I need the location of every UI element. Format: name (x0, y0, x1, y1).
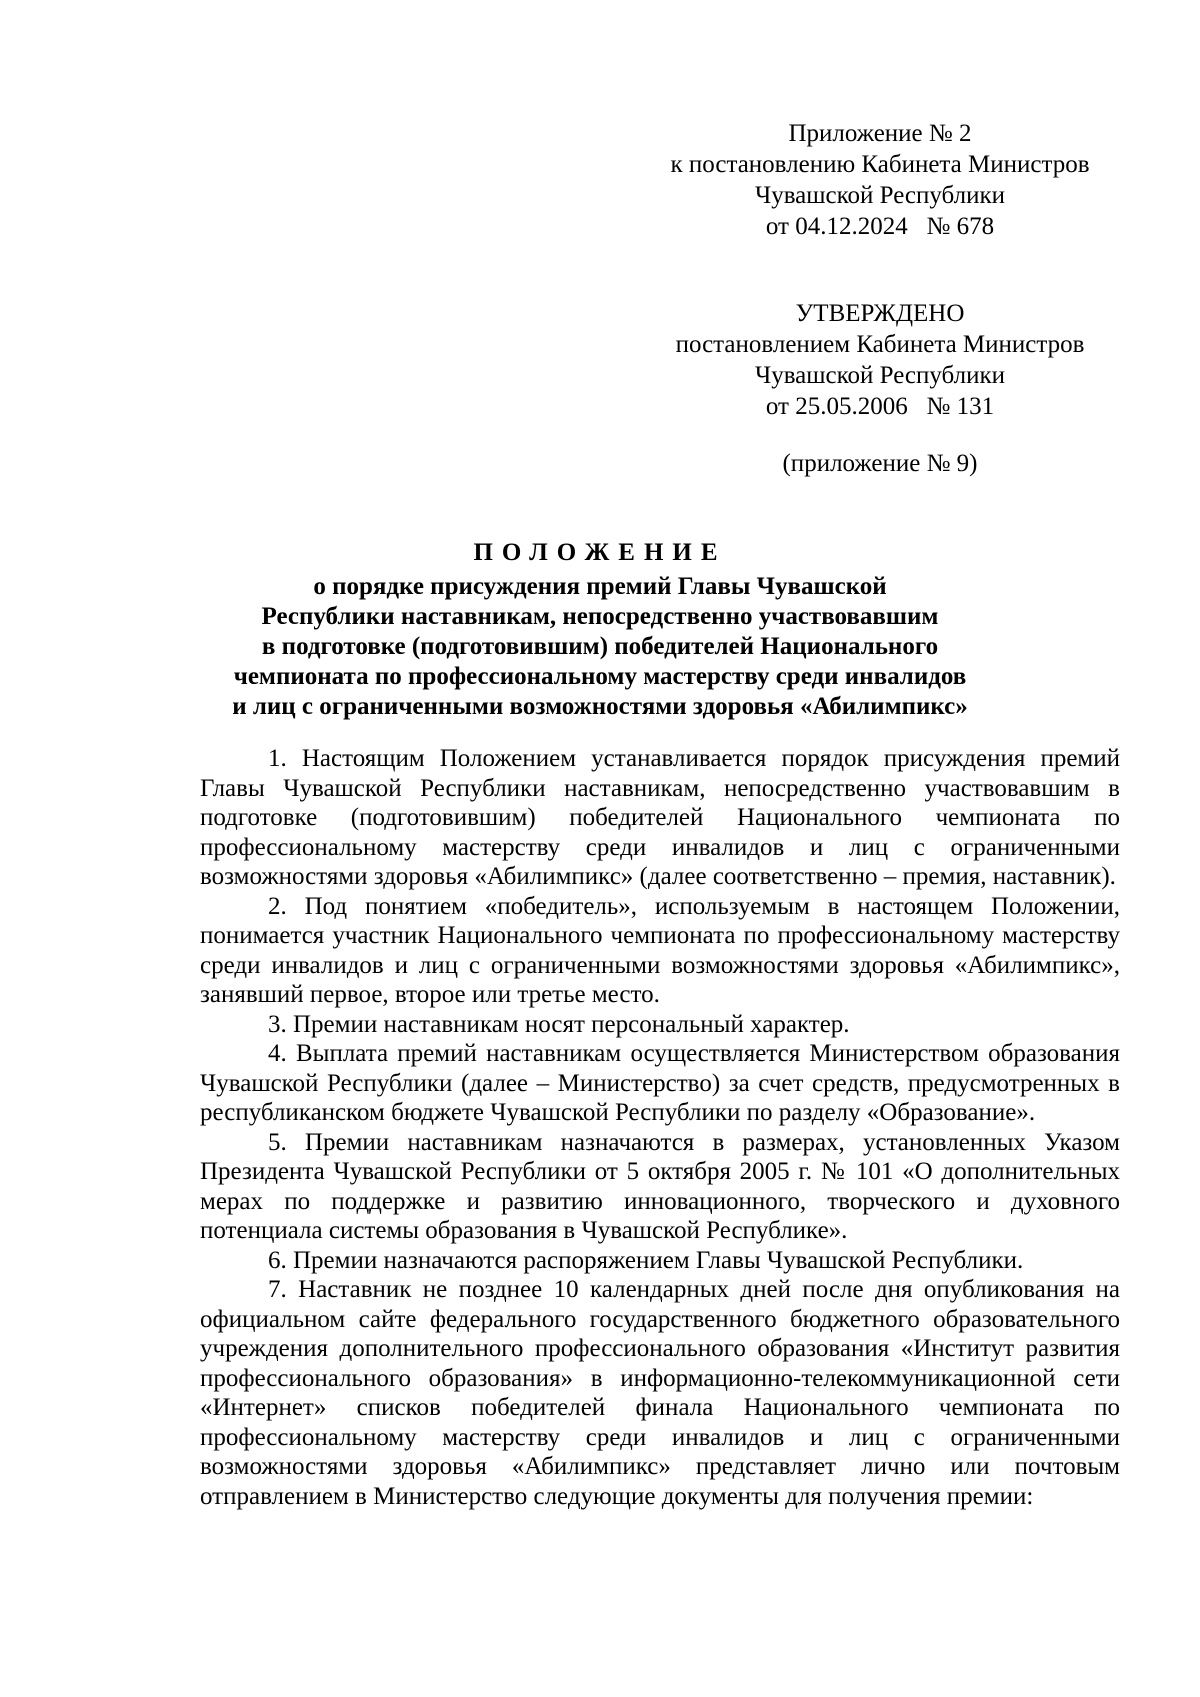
paragraph-1: 1. Настоящим Положением устанавливается порядок присуждения премий Главы Чувашской Республики наставникам, непосредственно участвовавшим в подготовке (подготовившим) победителей Национального чемпионата по профессиональному мастерству среди инвалидов и лиц с ограниченными возможностями здоровья «Абилимпикс» (далее соответственно – премия, наставник). (200, 745, 1120, 890)
paragraph-4: 4. Выплата премий наставникам осуществляется Министерством образования Чувашской Республики (далее – Министерство) за счет средств, предусмотренных в республиканском бюджете Чувашской Республики по разделу «Образование». (200, 1040, 1120, 1126)
paragraph-2: 2. Под понятием «победитель», используемым в настоящем Положении, понимается участник Национального чемпионата по профессиональному мастерству среди инвалидов и лиц с ограниченными возможностями здоровья «Абилимпикс», занявший первое, второе или третье место. (200, 892, 1120, 1008)
approved-line-3: Чувашской Республики (754, 362, 1006, 389)
paragraph-6: 6. Премии назначаются распоряжением Главы Чувашской Республики. (268, 1246, 1024, 1274)
approved-line-1: УТВЕРЖДЕНО (795, 300, 965, 327)
appendix-line-1: Приложение № 2 (788, 120, 972, 147)
appendix-stamp (620, 118, 1140, 242)
appendix-line-2: к постановлению Кабинета Министров (670, 151, 1090, 178)
title-line-5: и лиц с ограниченными возможностями здоровья «Абилимпикс» (232, 693, 968, 720)
document-body (200, 744, 1120, 1511)
approved-line-2: постановлением Кабинета Министров (675, 331, 1085, 358)
appendix-line-4: от 04.12.2024 № 678 (765, 213, 995, 240)
paragraph-3: 3. Премии наставникам носят персональный характер. (268, 1010, 850, 1038)
approved-line-4: от 25.05.2006 № 131 (765, 393, 995, 420)
paragraph-5: 5. Премии наставникам назначаются в размерах, установленных Указом Президента Чувашской Республики от 5 октября 2005 г. № 101 «О дополнительных мерах по поддержке и развитию инновационного, творческого и духовного потенциала системы образования в Чувашской Республике». (200, 1128, 1120, 1244)
approved-note-text: (приложение № 9) (782, 450, 978, 477)
approved-note (620, 448, 1140, 479)
appendix-line-3: Чувашской Республики (754, 182, 1006, 209)
title-line-4: чемпионата по профессиональному мастерству среди инвалидов (233, 663, 967, 690)
title-line-3: в подготовке (подготовившим) победителей Национального (261, 633, 939, 660)
paragraph-7: 7. Наставник не позднее 10 календарных дней после дня опубликования на официальном сайте федерального государственного бюджетного образовательного учреждения дополнительного профессионального образования «Институт развития профессионального образования» в информационно-телекоммуникационной сети «Интернет» списков победителей финала Национального чемпионата по профессиональному мастерству среди инвалидов и лиц с ограниченными возможностями здоровья «Абилимпикс» представляет лично или почтовым отправлением в Министерство следующие документы для получения премии: (200, 1276, 1120, 1510)
title-line-2: Республики наставникам, непосредственно участвовавшим (261, 603, 939, 630)
approved-stamp (620, 298, 1140, 422)
title-line-1: о порядке присуждения премий Главы Чувашской (313, 573, 887, 600)
title-heading: ПОЛОЖЕНИЕ (473, 539, 727, 566)
document-title (150, 538, 1050, 722)
